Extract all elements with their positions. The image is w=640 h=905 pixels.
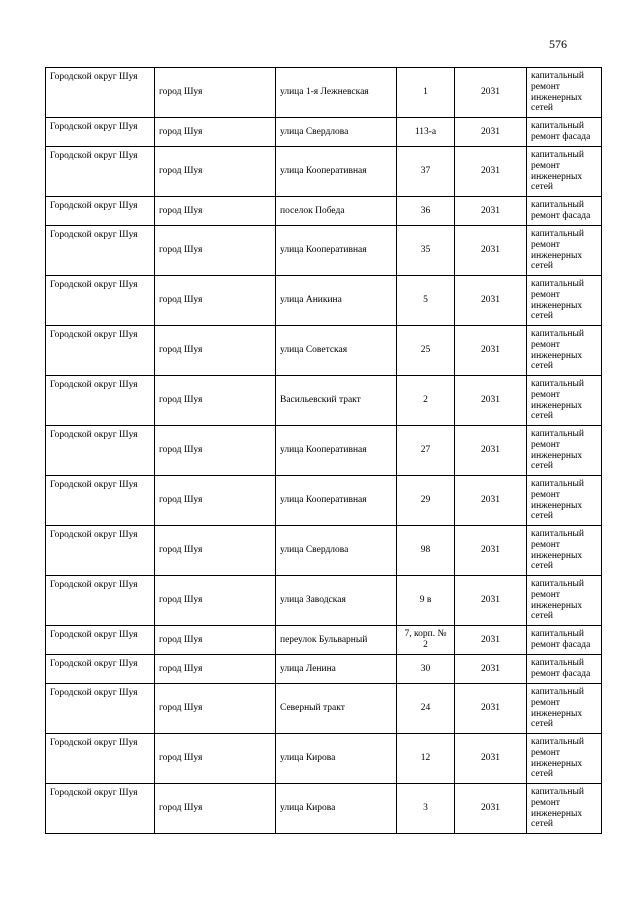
work-type-cell: капитальный ремонт фасада	[527, 197, 602, 226]
street-cell: Северный тракт	[276, 684, 397, 734]
district-cell: Городской округ Шуя	[46, 476, 155, 526]
housing-repair-table	[45, 67, 602, 834]
work-type-cell: капитальный ремонт инженерных сетей	[527, 476, 602, 526]
table-row	[46, 118, 602, 147]
page-number: 576	[549, 37, 567, 51]
city-cell: город Шуя	[155, 655, 276, 684]
year-cell: 2031	[455, 326, 527, 376]
district-cell: Городской округ Шуя	[46, 197, 155, 226]
house-number-cell: 1	[397, 68, 455, 118]
house-number-cell: 98	[397, 526, 455, 576]
year-cell: 2031	[455, 576, 527, 626]
year-cell: 2031	[455, 376, 527, 426]
street-cell: улица Кооперативная	[276, 426, 397, 476]
street-cell: улица Кирова	[276, 734, 397, 784]
city-cell: город Шуя	[155, 526, 276, 576]
table-row	[46, 426, 602, 476]
district-cell: Городской округ Шуя	[46, 376, 155, 426]
district-cell: Городской округ Шуя	[46, 226, 155, 276]
district-cell: Городской округ Шуя	[46, 576, 155, 626]
district-cell: Городской округ Шуя	[46, 68, 155, 118]
house-number-cell: 27	[397, 426, 455, 476]
city-cell: город Шуя	[155, 476, 276, 526]
work-type-cell: капитальный ремонт фасада	[527, 118, 602, 147]
year-cell: 2031	[455, 526, 527, 576]
district-cell: Городской округ Шуя	[46, 734, 155, 784]
work-type-cell: капитальный ремонт фасада	[527, 655, 602, 684]
city-cell: город Шуя	[155, 576, 276, 626]
table-row	[46, 684, 602, 734]
year-cell: 2031	[455, 426, 527, 476]
work-type-cell: капитальный ремонт инженерных сетей	[527, 576, 602, 626]
street-cell: Васильевский тракт	[276, 376, 397, 426]
district-cell: Городской округ Шуя	[46, 655, 155, 684]
table-row	[46, 626, 602, 655]
work-type-cell: капитальный ремонт инженерных сетей	[527, 276, 602, 326]
table-row	[46, 576, 602, 626]
district-cell: Городской округ Шуя	[46, 147, 155, 197]
city-cell: город Шуя	[155, 684, 276, 734]
year-cell: 2031	[455, 147, 527, 197]
house-number-cell: 5	[397, 276, 455, 326]
district-cell: Городской округ Шуя	[46, 626, 155, 655]
house-number-cell: 25	[397, 326, 455, 376]
house-number-cell: 9 в	[397, 576, 455, 626]
work-type-cell: капитальный ремонт инженерных сетей	[527, 226, 602, 276]
street-cell: поселок Победа	[276, 197, 397, 226]
city-cell: город Шуя	[155, 326, 276, 376]
work-type-cell: капитальный ремонт инженерных сетей	[527, 68, 602, 118]
work-type-cell: капитальный ремонт инженерных сетей	[527, 376, 602, 426]
street-cell: улица Советская	[276, 326, 397, 376]
district-cell: Городской округ Шуя	[46, 526, 155, 576]
year-cell: 2031	[455, 476, 527, 526]
house-number-cell: 30	[397, 655, 455, 684]
year-cell: 2031	[455, 684, 527, 734]
street-cell: улица Кооперативная	[276, 476, 397, 526]
year-cell: 2031	[455, 655, 527, 684]
street-cell: улица Кооперативная	[276, 147, 397, 197]
street-cell: улица 1-я Лежневская	[276, 68, 397, 118]
house-number-cell: 35	[397, 226, 455, 276]
work-type-cell: капитальный ремонт инженерных сетей	[527, 147, 602, 197]
district-cell: Городской округ Шуя	[46, 118, 155, 147]
year-cell: 2031	[455, 68, 527, 118]
table-row	[46, 734, 602, 784]
district-cell: Городской округ Шуя	[46, 684, 155, 734]
street-cell: улица Свердлова	[276, 118, 397, 147]
city-cell: город Шуя	[155, 376, 276, 426]
table-row	[46, 276, 602, 326]
city-cell: город Шуя	[155, 147, 276, 197]
year-cell: 2031	[455, 784, 527, 834]
year-cell: 2031	[455, 734, 527, 784]
table-row	[46, 526, 602, 576]
city-cell: город Шуя	[155, 276, 276, 326]
work-type-cell: капитальный ремонт инженерных сетей	[527, 426, 602, 476]
city-cell: город Шуя	[155, 226, 276, 276]
street-cell: улица Кирова	[276, 784, 397, 834]
city-cell: город Шуя	[155, 118, 276, 147]
work-type-cell: капитальный ремонт инженерных сетей	[527, 784, 602, 834]
house-number-cell: 37	[397, 147, 455, 197]
year-cell: 2031	[455, 626, 527, 655]
house-number-cell: 12	[397, 734, 455, 784]
year-cell: 2031	[455, 118, 527, 147]
house-number-cell: 3	[397, 784, 455, 834]
district-cell: Городской округ Шуя	[46, 326, 155, 376]
table-row	[46, 197, 602, 226]
district-cell: Городской округ Шуя	[46, 426, 155, 476]
table-row	[46, 226, 602, 276]
street-cell: улица Кооперативная	[276, 226, 397, 276]
street-cell: улица Заводская	[276, 576, 397, 626]
house-number-cell: 7, корп. № 2	[397, 626, 455, 655]
year-cell: 2031	[455, 226, 527, 276]
city-cell: город Шуя	[155, 68, 276, 118]
work-type-cell: капитальный ремонт инженерных сетей	[527, 684, 602, 734]
year-cell: 2031	[455, 197, 527, 226]
city-cell: город Шуя	[155, 784, 276, 834]
table-row	[46, 68, 602, 118]
work-type-cell: капитальный ремонт фасада	[527, 626, 602, 655]
city-cell: город Шуя	[155, 197, 276, 226]
city-cell: город Шуя	[155, 626, 276, 655]
street-cell: переулок Бульварный	[276, 626, 397, 655]
work-type-cell: капитальный ремонт инженерных сетей	[527, 526, 602, 576]
city-cell: город Шуя	[155, 426, 276, 476]
house-number-cell: 24	[397, 684, 455, 734]
house-number-cell: 2	[397, 376, 455, 426]
city-cell: город Шуя	[155, 734, 276, 784]
district-cell: Городской округ Шуя	[46, 276, 155, 326]
street-cell: улица Свердлова	[276, 526, 397, 576]
house-number-cell: 36	[397, 197, 455, 226]
district-cell: Городской округ Шуя	[46, 784, 155, 834]
table-row	[46, 476, 602, 526]
work-type-cell: капитальный ремонт инженерных сетей	[527, 734, 602, 784]
table-row	[46, 326, 602, 376]
street-cell: улица Ленина	[276, 655, 397, 684]
work-type-cell: капитальный ремонт инженерных сетей	[527, 326, 602, 376]
house-number-cell: 113-а	[397, 118, 455, 147]
table-row	[46, 784, 602, 834]
street-cell: улица Аникина	[276, 276, 397, 326]
table-row	[46, 376, 602, 426]
table-row	[46, 655, 602, 684]
year-cell: 2031	[455, 276, 527, 326]
table-row	[46, 147, 602, 197]
house-number-cell: 29	[397, 476, 455, 526]
